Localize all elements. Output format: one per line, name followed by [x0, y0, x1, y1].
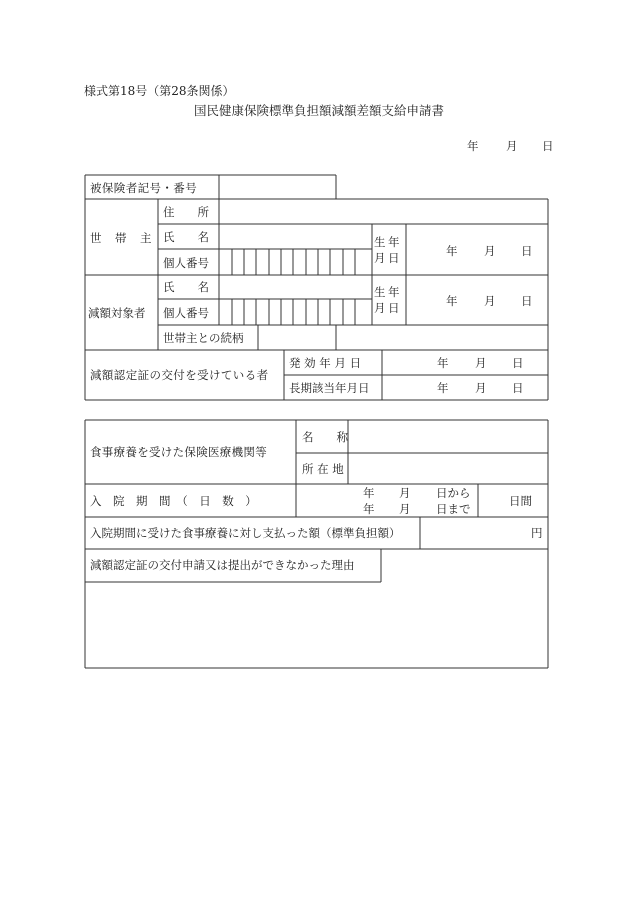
householder-birth-label-3: 月 — [374, 251, 386, 265]
relation-label: 世帯主との続柄 — [163, 331, 244, 345]
form-number: 様式第18号（第28条関係） — [84, 84, 235, 98]
relation-field[interactable] — [259, 326, 335, 349]
days-label: 日間 — [509, 494, 532, 508]
date-year-label: 年 — [467, 139, 479, 153]
insured-number-label: 被保険者記号・番号 — [90, 181, 198, 195]
householder-personal-number-label: 個人番号 — [163, 256, 209, 270]
target-birth-label-3: 月 — [374, 301, 386, 315]
householder-name-field[interactable] — [220, 225, 371, 248]
period-to-text: 日まで — [436, 502, 471, 516]
paid-amount-field[interactable] — [421, 518, 527, 548]
target-person-label: 減額対象者 — [88, 306, 146, 320]
institution-location-label: 所 在 地 — [302, 462, 344, 476]
longterm-year: 年 — [437, 381, 449, 395]
effective-date-label: 発 効 年 月 日 — [289, 356, 362, 370]
effective-year: 年 — [437, 356, 449, 370]
target-personal-number-label: 個人番号 — [163, 306, 209, 320]
period-from-text: 日から — [436, 486, 471, 500]
longterm-day: 日 — [512, 381, 524, 395]
target-birth-month: 月 — [484, 294, 496, 308]
effective-month: 月 — [475, 356, 487, 370]
institution-name-label: 名 称 — [302, 430, 348, 444]
date-day-label: 日 — [542, 139, 554, 153]
target-personal-number-field[interactable] — [220, 300, 371, 324]
target-birth-label-1: 生 — [374, 285, 386, 299]
institution-label: 食事療養を受けた保険医療機関等 — [90, 445, 267, 459]
reason-field[interactable] — [86, 583, 547, 667]
effective-day: 日 — [512, 356, 524, 370]
reason-label: 減額認定証の交付申請又は提出ができなかった理由 — [90, 558, 355, 572]
target-birth-label-2: 年 — [388, 285, 400, 299]
institution-location-field[interactable] — [349, 454, 547, 483]
period-from-year: 年 — [363, 486, 375, 500]
period-from-month: 月 — [399, 486, 411, 500]
householder-birth-label-4: 日 — [388, 251, 400, 265]
target-birth-label-4: 日 — [388, 301, 400, 315]
longterm-date-label: 長期該当年月日 — [289, 381, 370, 395]
target-birth-year: 年 — [446, 294, 458, 308]
householder-birth-year: 年 — [446, 244, 458, 258]
longterm-month: 月 — [475, 381, 487, 395]
period-to-month: 月 — [399, 502, 411, 516]
householder-label: 世 帯 主 — [90, 231, 153, 245]
target-name-label: 氏 名 — [163, 280, 209, 294]
householder-personal-number-field[interactable] — [220, 250, 371, 274]
institution-name-field[interactable] — [349, 421, 547, 452]
target-name-field[interactable] — [220, 276, 371, 298]
householder-name-label: 氏 名 — [163, 230, 209, 244]
householder-address-field[interactable] — [220, 200, 547, 223]
address-label: 住 所 — [163, 205, 209, 219]
date-month-label: 月 — [506, 139, 518, 153]
hospital-period-label: 入 院 期 間 （ 日 数 ） — [90, 494, 257, 508]
paid-amount-label: 入院期間に受けた食事療養に対し支払った額（標準負担額） — [90, 526, 401, 540]
insured-number-field[interactable] — [220, 176, 335, 198]
certificate-holder-label: 減額認定証の交付を受けている者 — [90, 368, 269, 382]
form-title: 国民健康保険標準負担額減額差額支給申請書 — [194, 103, 445, 118]
period-to-year: 年 — [363, 502, 375, 516]
householder-birth-label-2: 年 — [388, 235, 400, 249]
householder-birth-month: 月 — [484, 244, 496, 258]
householder-birth-day: 日 — [521, 244, 533, 258]
yen-label: 円 — [531, 526, 543, 540]
householder-birth-label-1: 生 — [374, 235, 386, 249]
target-birth-day: 日 — [521, 294, 533, 308]
